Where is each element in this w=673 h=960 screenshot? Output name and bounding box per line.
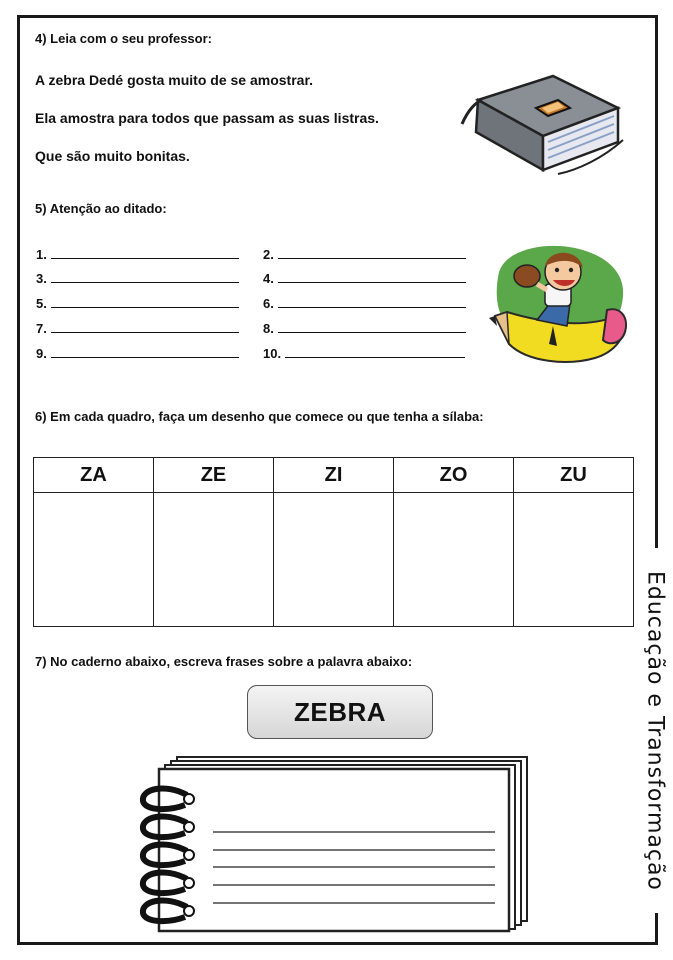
dictation-number: 3. (36, 271, 47, 286)
dictation-item-7 (36, 320, 239, 336)
dictation-line[interactable] (51, 270, 239, 283)
dictation-line[interactable] (51, 295, 239, 308)
q6-title: 6) Em cada quadro, faça um desenho que comece ou que tenha a sílaba: (35, 409, 484, 424)
dictation-item-8 (263, 320, 466, 336)
dictation-number: 9. (36, 346, 47, 361)
syllable-header-zo: ZO (394, 458, 514, 493)
boy-on-pencil-icon (487, 240, 629, 368)
dictation-line[interactable] (285, 345, 465, 358)
drawing-box-ze[interactable] (154, 493, 274, 627)
syllable-header-zi: ZI (274, 458, 394, 493)
dictation-line[interactable] (278, 320, 466, 333)
dictation-item-4 (263, 270, 466, 286)
q4-line-3: Que são muito bonitas. (35, 148, 190, 164)
drawing-box-row (34, 493, 634, 627)
dictation-number: 5. (36, 296, 47, 311)
dictation-item-10 (263, 345, 465, 361)
dictation-number: 7. (36, 321, 47, 336)
dictation-line[interactable] (278, 246, 466, 259)
q4-line-2: Ela amostra para todos que passam as suas listras. (35, 110, 379, 126)
syllable-drawing-table (33, 457, 634, 627)
syllable-header-za: ZA (34, 458, 154, 493)
syllable-header-row (34, 458, 634, 493)
dictation-item-5 (36, 295, 239, 311)
dictation-number: 10. (263, 346, 282, 361)
dictation-item-2 (263, 246, 466, 262)
word-box: ZEBRA (247, 685, 433, 739)
dictation-number: 1. (36, 247, 47, 262)
dictation-number: 8. (263, 321, 274, 336)
drawing-box-za[interactable] (34, 493, 154, 627)
dictation-line[interactable] (278, 295, 466, 308)
dictation-line[interactable] (51, 320, 239, 333)
side-caption (641, 548, 669, 913)
dictation-line[interactable] (51, 246, 239, 259)
dictation-line[interactable] (278, 270, 466, 283)
q7-title: 7) No caderno abaixo, escreva frases sobre a palavra abaixo: (35, 654, 413, 669)
dictation-number: 4. (263, 271, 274, 286)
dictation-item-6 (263, 295, 466, 311)
dictation-number: 6. (263, 296, 274, 311)
drawing-box-zi[interactable] (274, 493, 394, 627)
syllable-header-ze: ZE (154, 458, 274, 493)
drawing-box-zo[interactable] (394, 493, 514, 627)
drawing-box-zu[interactable] (514, 493, 634, 627)
q5-title: 5) Atenção ao ditado: (35, 201, 167, 216)
dictation-number: 2. (263, 247, 274, 262)
q4-line-1: A zebra Dedé gosta muito de se amostrar. (35, 72, 314, 88)
dictation-item-9 (36, 345, 239, 361)
spiral-notebook-icon (135, 755, 535, 935)
syllable-header-zu: ZU (514, 458, 634, 493)
dictation-line[interactable] (51, 345, 239, 358)
dictation-item-1 (36, 246, 239, 262)
q4-title: 4) Leia com o seu professor: (35, 31, 212, 46)
book-icon (458, 70, 628, 180)
dictation-item-3 (36, 270, 239, 286)
side-caption-text: Educação e Transformação (642, 570, 668, 891)
